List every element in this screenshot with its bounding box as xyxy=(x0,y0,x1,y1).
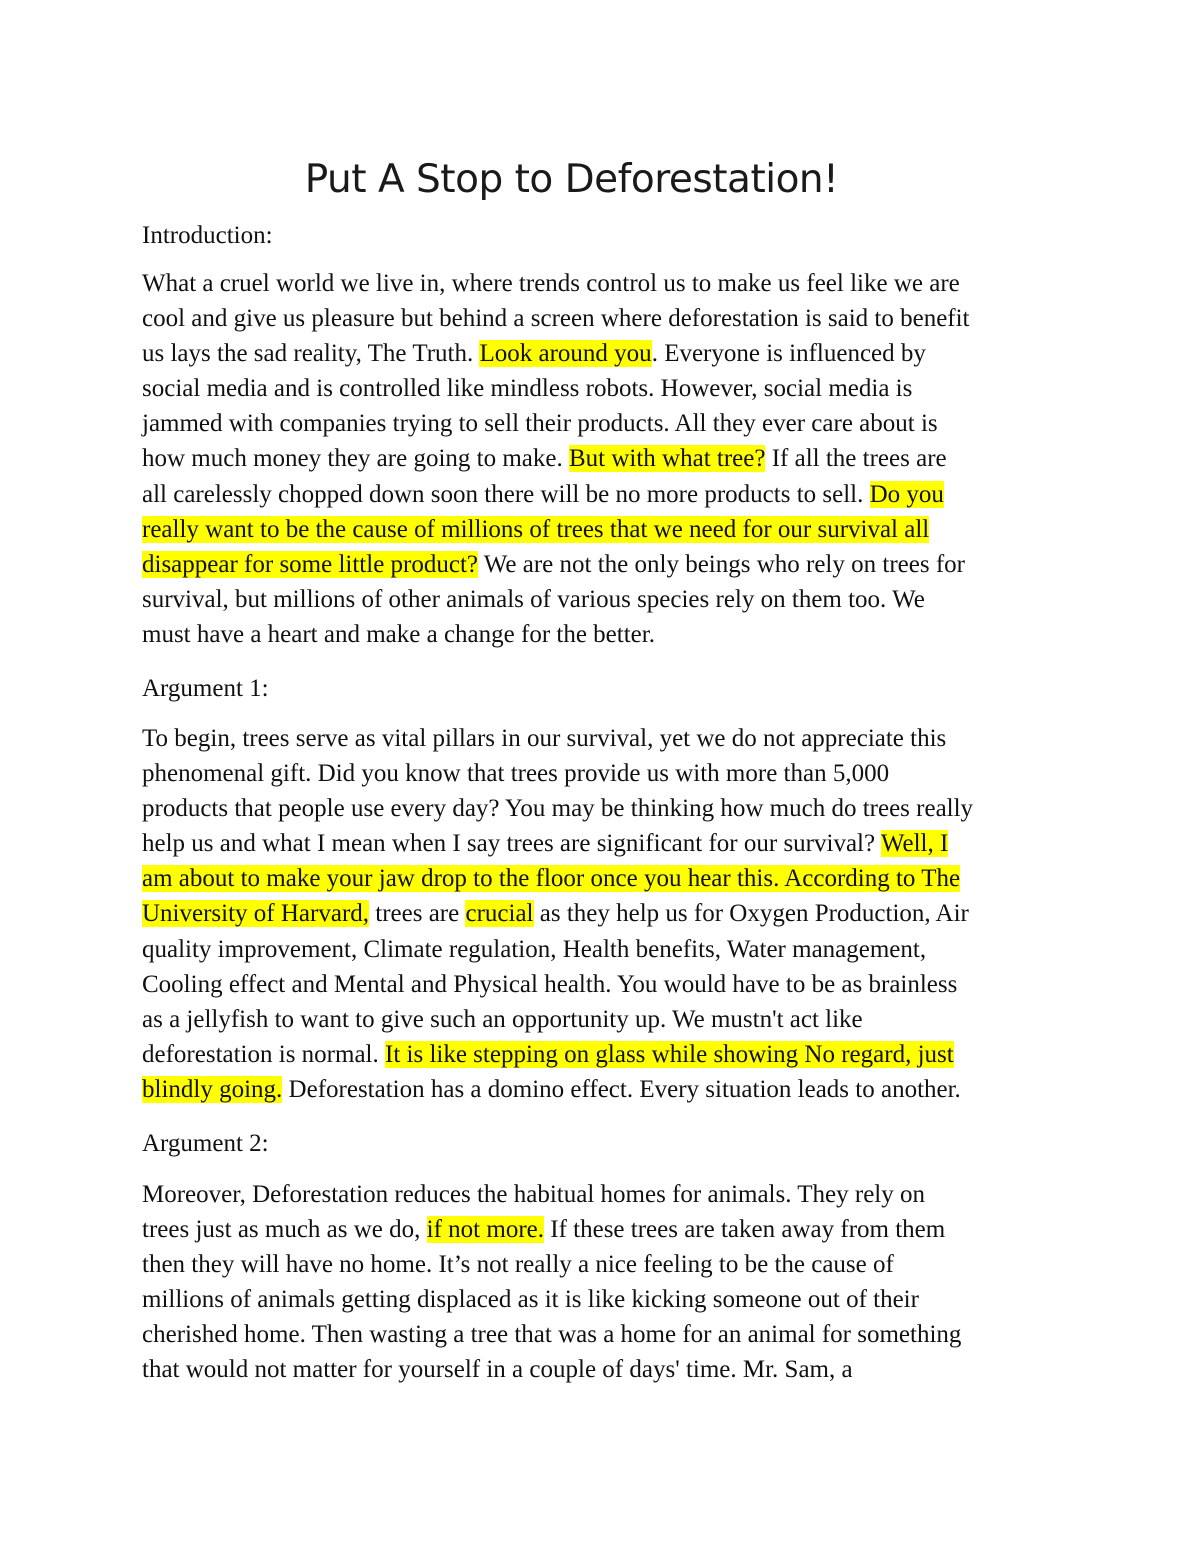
text-run: must have a heart and make a change for the better. xyxy=(142,620,655,648)
highlighted-text: if not more. xyxy=(426,1216,544,1244)
text-run: products that people use every day? You may be thinking how much do trees really xyxy=(142,795,974,823)
text-line xyxy=(142,1317,1082,1352)
text-run: deforestation is normal. xyxy=(142,1040,385,1068)
intro-heading: Introduction: xyxy=(142,222,273,249)
text-line xyxy=(142,617,1082,652)
highlighted-text: crucial xyxy=(465,900,534,928)
text-run: survival, but millions of other animals of various species rely on them too. We xyxy=(142,585,925,613)
text-line xyxy=(142,932,1082,967)
highlighted-text: University of Harvard, xyxy=(142,900,370,928)
text-run: then they will have no home. It’s not really a nice feeling to be the cause of xyxy=(142,1251,894,1279)
text-run: cherished home. Then wasting a tree that was a home for an animal for something xyxy=(142,1321,962,1349)
text-line xyxy=(142,1072,1082,1107)
argument-2-heading: Argument 2: xyxy=(142,1130,269,1157)
text-run: phenomenal gift. Did you know that trees provide us with more than 5,000 xyxy=(142,760,890,788)
text-line xyxy=(142,756,1082,791)
text-line xyxy=(142,721,1082,756)
highlighted-text: Look around you xyxy=(479,340,652,368)
text-run: cool and give us pleasure but behind a screen where deforestation is said to benefit xyxy=(142,305,970,333)
text-run: millions of animals getting displaced as it is like kicking someone out of their xyxy=(142,1286,919,1314)
highlighted-text: Well, I xyxy=(880,830,949,858)
text-line xyxy=(142,1247,1082,1282)
highlighted-text: disappear for some little product? xyxy=(142,550,478,578)
highlighted-text: But with what tree? xyxy=(568,445,766,473)
text-line xyxy=(142,896,1082,931)
text-run: Cooling effect and Mental and Physical health. You would have to be as brainless xyxy=(142,970,958,998)
text-line xyxy=(142,406,1082,441)
text-line xyxy=(142,1212,1082,1247)
text-run: help us and what I mean when I say trees are significant for our survival? xyxy=(142,830,881,858)
highlighted-text: am about to make your jaw drop to the floor once you hear this. According to The xyxy=(142,865,961,893)
text-run: trees just as much as we do, xyxy=(142,1216,427,1244)
text-run: We are not the only beings who rely on trees for xyxy=(478,550,965,578)
text-run: trees are xyxy=(369,900,466,928)
text-run: . Everyone is influenced by xyxy=(651,340,926,368)
text-run: as they help us for Oxygen Production, Air xyxy=(533,900,969,928)
text-run: that would not matter for yourself in a couple of days' time. Mr. Sam, a xyxy=(142,1356,853,1384)
text-line xyxy=(142,477,1082,512)
text-run: What a cruel world we live in, where trends control us to make us feel like we are xyxy=(142,270,960,297)
text-line xyxy=(142,861,1082,896)
text-line xyxy=(142,301,1082,336)
text-line xyxy=(142,791,1082,826)
text-run: all carelessly chopped down soon there will be no more products to sell. xyxy=(142,480,870,508)
highlighted-text: Do you xyxy=(869,480,944,508)
text-run: jammed with companies trying to sell their products. All they ever care about is xyxy=(142,410,938,438)
text-run: If all the trees are xyxy=(765,445,947,473)
text-line xyxy=(142,371,1082,406)
text-line xyxy=(142,1037,1082,1072)
highlighted-text: It is like stepping on glass while showing No regard, just xyxy=(385,1040,954,1068)
text-line xyxy=(142,1282,1082,1317)
text-line xyxy=(142,1177,1082,1212)
text-run: as a jellyfish to want to give such an opportunity up. We mustn't act like xyxy=(142,1005,863,1033)
text-run: us lays the sad reality, The Truth. xyxy=(142,340,480,368)
text-run: If these trees are taken away from them xyxy=(544,1216,946,1244)
text-line xyxy=(142,512,1082,547)
text-line xyxy=(142,582,1082,617)
text-line xyxy=(142,1002,1082,1037)
text-line xyxy=(142,1352,1082,1387)
text-run: social media and is controlled like mindless robots. However, social media is xyxy=(142,375,913,403)
text-run: how much money they are going to make. xyxy=(142,445,569,473)
text-line xyxy=(142,266,1082,301)
text-run: quality improvement, Climate regulation, Health benefits, Water management, xyxy=(142,935,927,963)
highlighted-text: really want to be the cause of millions of trees that we need for our survival all xyxy=(142,515,930,543)
text-line xyxy=(142,441,1082,476)
document-title: Put A Stop to Deforestation! xyxy=(304,157,839,202)
text-run: To begin, trees serve as vital pillars in our survival, yet we do not appreciate this xyxy=(142,725,947,752)
text-run: Moreover, Deforestation reduces the habitual homes for animals. They rely on xyxy=(142,1181,926,1208)
text-run: Deforestation has a domino effect. Every situation leads to another. xyxy=(282,1075,961,1103)
text-line xyxy=(142,967,1082,1002)
intro-paragraph xyxy=(142,266,1082,652)
argument-1-paragraph xyxy=(142,721,1082,1107)
argument-2-paragraph xyxy=(142,1177,1082,1388)
highlighted-text: blindly going. xyxy=(142,1075,283,1103)
text-line xyxy=(142,336,1082,371)
argument-1-heading: Argument 1: xyxy=(142,675,269,702)
text-line xyxy=(142,547,1082,582)
text-line xyxy=(142,826,1082,861)
